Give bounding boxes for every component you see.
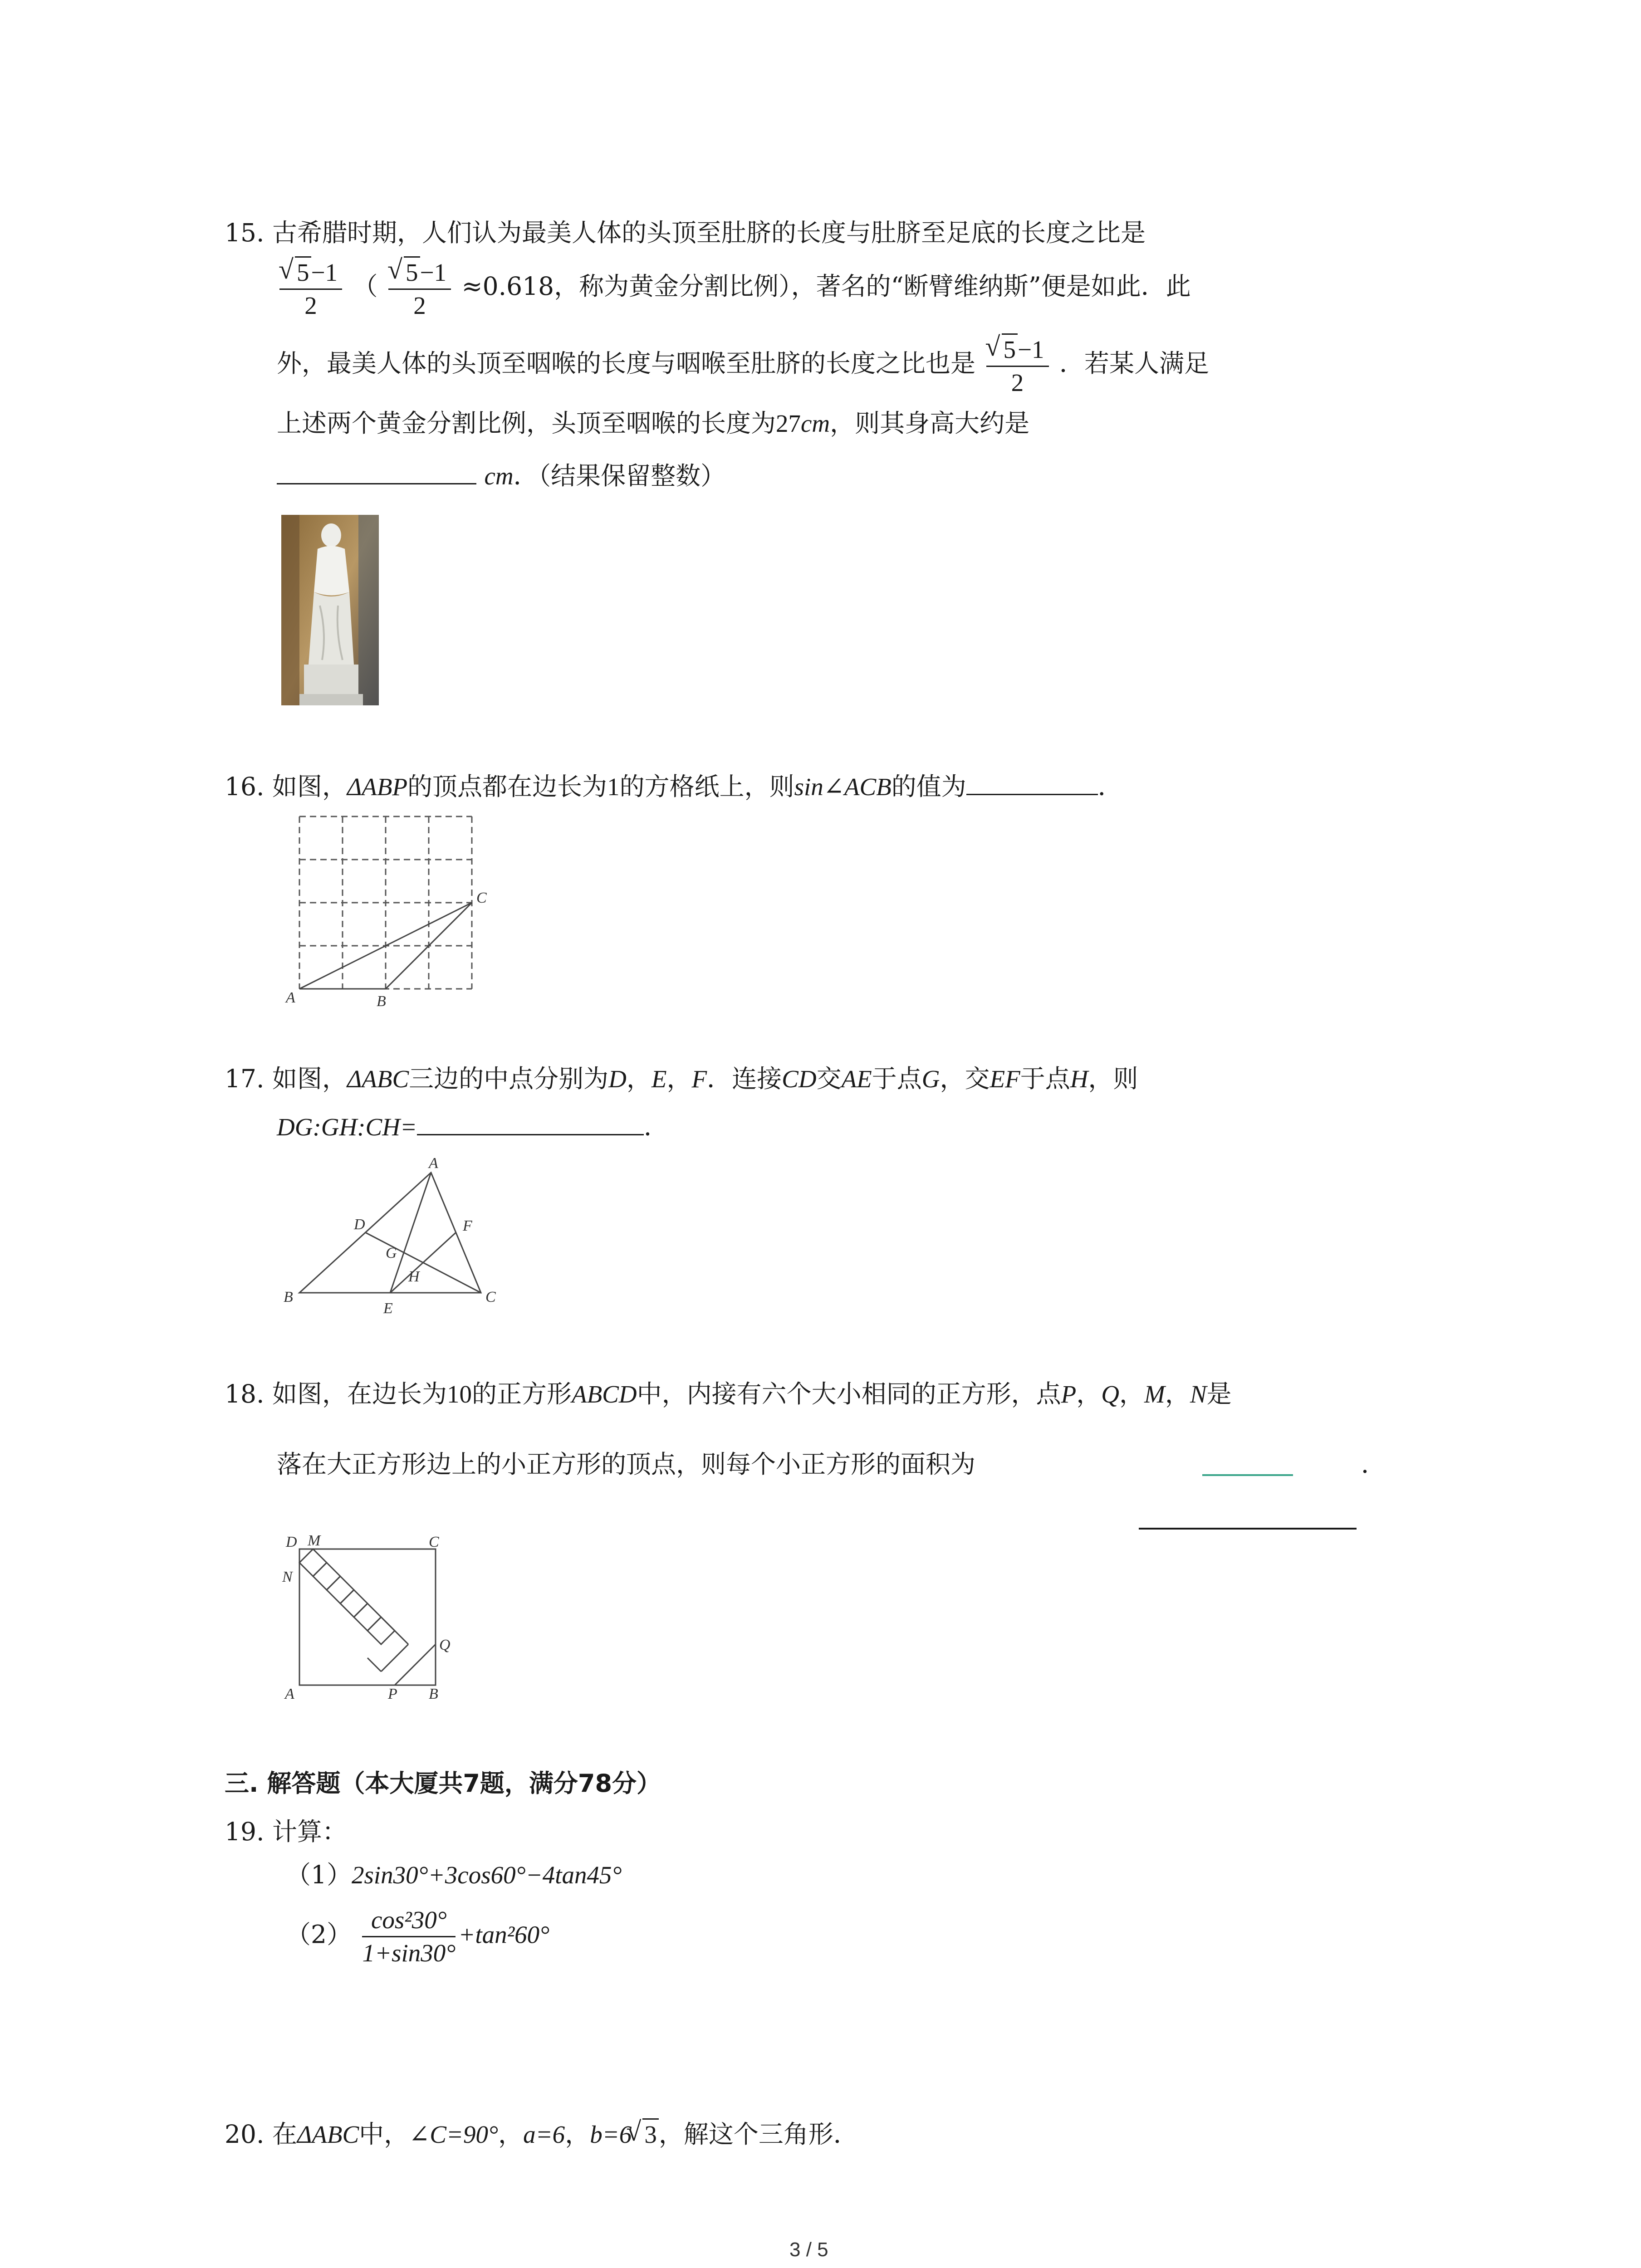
q17-label-E: E [383,1300,393,1317]
q16-label-B: B [377,993,386,1007]
q17-label-C: C [485,1289,496,1305]
q15-approx-text: ≈0.618，称为黄金分割比例），著名的“断臂维纳斯”便是如此．此 [461,272,1191,301]
q15-line3: 外，最美人体的头顶至咽喉的长度与咽喉至肚脐的长度之比也是 √ $\frac{5-1}{2}$ ．若某人满足 [277,333,1209,398]
q17-label-D: D [354,1216,365,1233]
q18-label-M: M [308,1532,321,1549]
q15-text-1: 古希腊时期，人们认为最美人体的头顶至肚脐的长度与肚脐至足底的长度之比是 [272,218,1146,247]
q15-line5: cm．（结果保留整数） [277,458,725,491]
q17-label-H: H [408,1268,420,1285]
golden-ratio-fraction-2: √ $\frac{5-1}{2}$ [388,256,451,321]
q15-line2: √ $\frac{5-1}{2}$ （ √ $\frac{5-1}{2}$ ≈0.618，称为黄金分割比例），著名的“断臂维纳斯”便是如此．此 [277,256,1191,321]
venus-de-milo-statue [281,515,379,705]
q16-answer-blank[interactable] [966,771,1098,795]
q17-line1: 17. 如图，ΔABC三边的中点分别为D，E，F．连接CD交AE于点G，交EF于点H，则 [225,1064,1138,1093]
q19-part1: （1）2sin30°+3cos60°−4tan45° [286,1860,622,1889]
q18-teal-answer-line[interactable] [1202,1474,1293,1476]
q19-part2-fraction: $\frac{\text{cos²30°}}{1+\sin 30^\circ}$ [362,1906,456,1967]
q18-label-P: P [388,1686,397,1702]
q17-label-B: B [284,1289,293,1305]
q18-line2: 落在大正方形边上的小正方形的顶点，则每个小正方形的面积为 [277,1450,976,1479]
golden-ratio-fraction: √ $\frac{5-1}{2}$ [279,256,342,321]
q17-triangle-figure [272,1154,526,1336]
q19-line1: 19. 计算： [225,1817,347,1846]
q17-label-F: F [463,1217,472,1234]
q15-line1 [225,218,1146,248]
q18-square-figure [272,1531,463,1712]
q16-line1: 16. 如图，ΔABP的顶点都在边长为1的方格纸上，则sin∠ACB的值为 ． [225,772,1123,801]
q17-label-A: A [429,1155,438,1172]
golden-ratio-fraction-3: √ $\frac{5-1}{2}$ [986,333,1049,398]
q18-label-Q: Q [439,1637,451,1653]
page-number: 3 / 5 [789,2239,828,2261]
q18-label-B: B [429,1686,438,1702]
q19-part2: （2） $\frac{\text{cos²30°}}{1+\sin 30^\circ}$ +tan²60° [286,1905,549,1968]
q20-line1: 20. 在ΔABC中，∠C=90°，a=6，b=6√ 3，解这个三角形． [225,2118,858,2150]
q18-end: ． [1361,1450,1386,1479]
q18-label-N: N [282,1569,293,1585]
q18-label-C: C [429,1534,439,1550]
q15-number: 15. [225,218,265,247]
q15-line4: 上述两个黄金分割比例，头顶至咽喉的长度为27cm，则其身高大约是 [277,409,1030,438]
q17-line2: DG:GH:CH= ． [277,1112,669,1141]
q16-label-C: C [476,890,487,906]
q18-label-A: A [285,1686,294,1702]
q18-label-D: D [286,1534,297,1550]
q16-grid-figure [272,807,499,1007]
q16-label-A: A [286,989,295,1006]
q17-answer-blank[interactable] [417,1111,644,1135]
q15-answer-blank[interactable] [277,458,476,484]
section-3-title: 三. 解答题（本大厦共7题，满分78分） [225,1769,661,1798]
q18-line1: 18. 如图，在边长为10的正方形ABCD中，内接有六个大小相同的正方形，点P，Q，M，N是 [225,1379,1232,1408]
q18-answer-blank[interactable] [1139,1528,1357,1530]
q17-label-G: G [386,1245,397,1261]
